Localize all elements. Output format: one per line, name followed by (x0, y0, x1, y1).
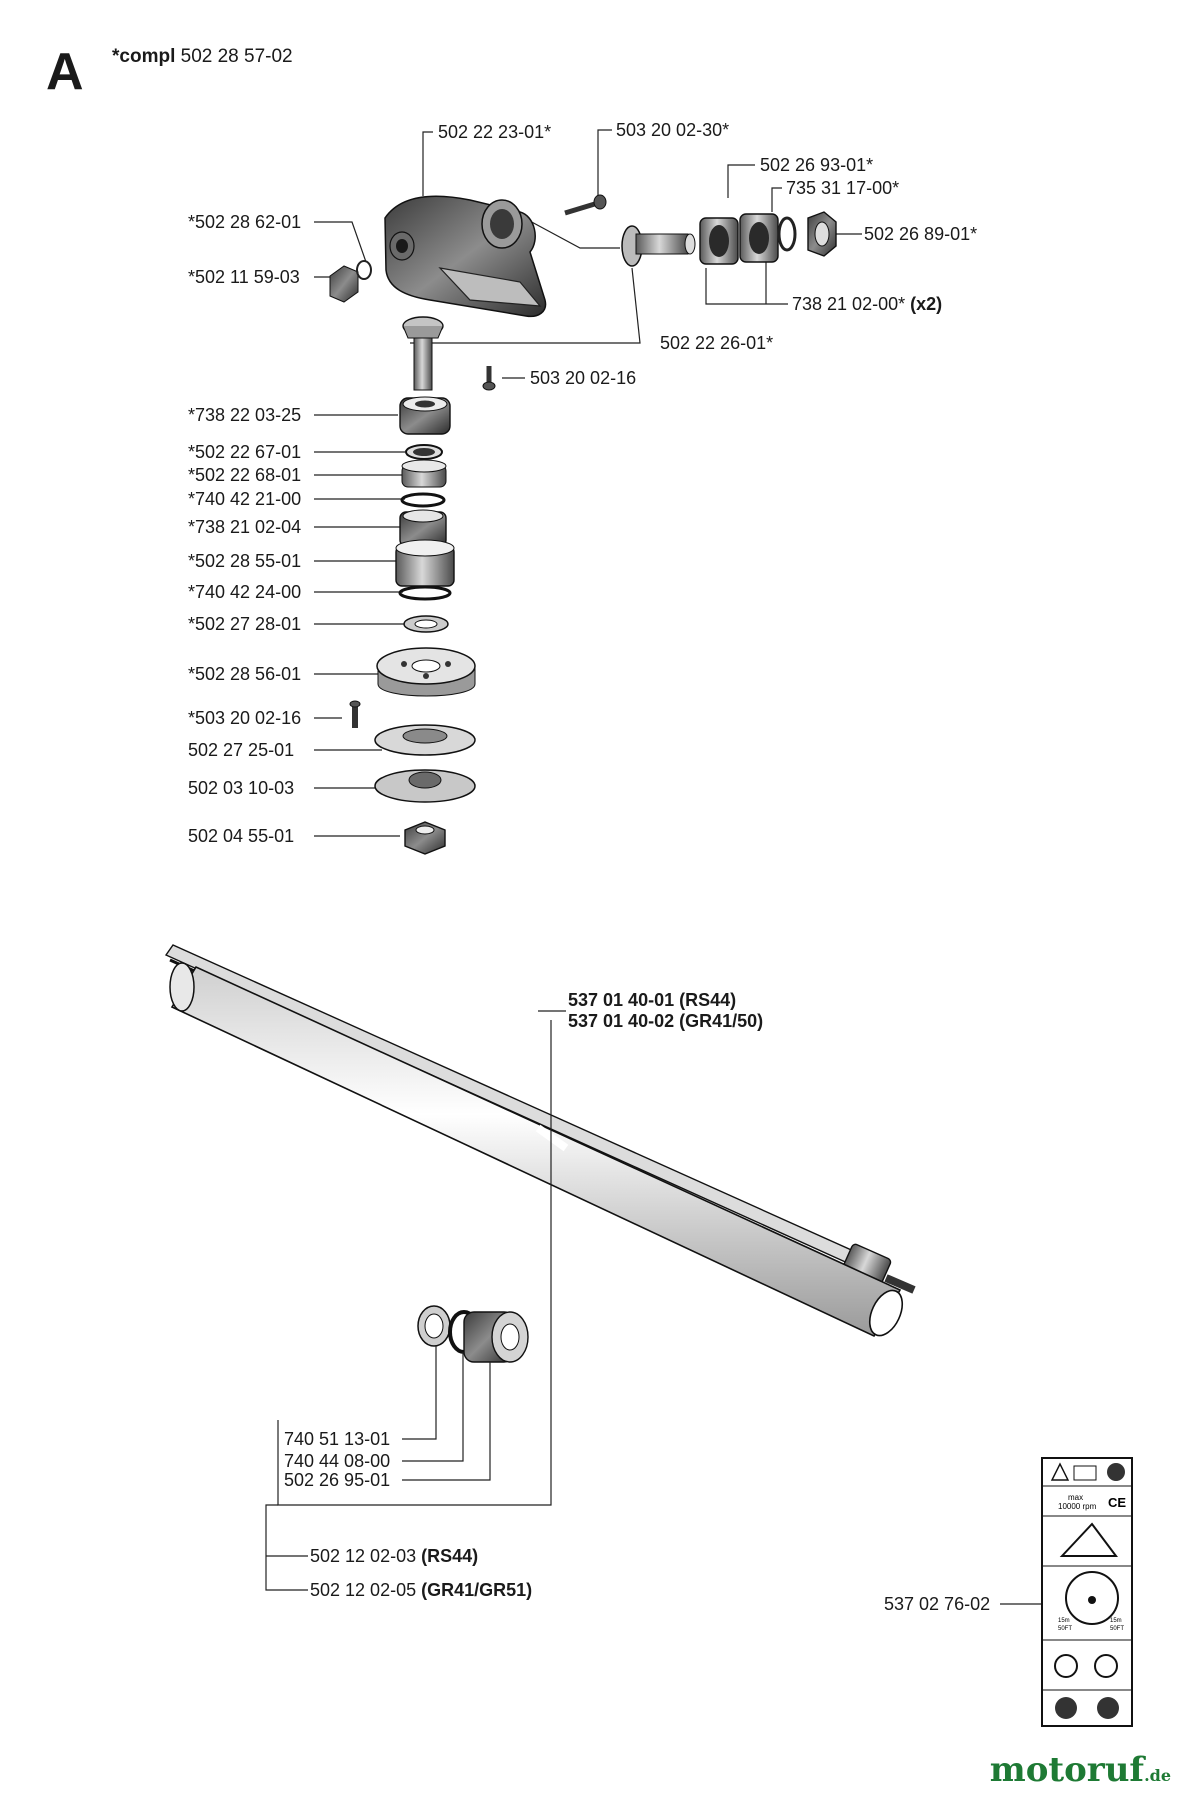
warning-decal (1042, 1458, 1132, 1726)
part-label: 502 22 23-01* (438, 122, 552, 142)
bottom-number-1: 502 12 02-03 (310, 1546, 417, 1566)
circlip-740-42-21-00 (402, 494, 444, 506)
bottom-model-1: (RS44) (421, 1546, 479, 1566)
part-label: *502 22 67-01 (188, 442, 302, 462)
part-label: 502 26 95-01 (284, 1470, 391, 1490)
decal-ce: CE (1108, 1495, 1127, 1510)
part-label: *738 22 03-25 (188, 405, 302, 425)
decal-dist-right-ft: 50FT (1110, 1626, 1125, 1632)
bottom-number-2: 502 12 02-05 (310, 1580, 417, 1600)
bottom-model-2: (GR41/GR51) (421, 1580, 533, 1600)
bearing-right-2 (740, 214, 778, 262)
part-label: *502 27 28-01 (188, 614, 302, 634)
bevel-pinion (622, 226, 695, 266)
part-label: *740 42 21-00 (188, 489, 302, 509)
screw-mid (483, 366, 495, 390)
tube-model-2: (GR41/50) (679, 1011, 764, 1031)
bearing-pair-qty: (x2) (910, 294, 943, 314)
section-letter: A (46, 43, 84, 101)
part-label: *502 22 68-01 (188, 465, 302, 485)
part-label: 502 26 93-01* (760, 155, 874, 175)
part-label (792, 294, 942, 314)
gear-housing (385, 196, 546, 316)
tube-label-rs44 (568, 990, 736, 1010)
bearing-pair-number: 738 21 02-00* (792, 294, 906, 314)
part-label: *503 20 02-16 (188, 708, 302, 728)
part-label: 502 27 25-01 (188, 740, 295, 760)
part-label: *502 28 56-01 (188, 664, 302, 684)
decal-dist-left: 15m (1058, 1618, 1070, 1624)
part-label: 502 04 55-01 (188, 826, 295, 846)
bushing-502-26-95-01 (464, 1312, 528, 1362)
sleeve-502-28-55-01 (396, 540, 454, 586)
decal-rpm: 10000 rpm (1058, 1502, 1097, 1511)
screw-503-20-02-16 (350, 701, 360, 728)
drive-shaft (166, 945, 914, 1290)
blade-support-502-27-25-01 (375, 725, 475, 755)
decal-dist-right: 15m (1110, 1618, 1122, 1624)
part-label: *502 11 59-03 (188, 267, 300, 287)
part-label: 503 20 02-30* (616, 120, 730, 140)
part-label: 502 03 10-03 (188, 778, 295, 798)
shaft-tube (170, 963, 909, 1341)
compl-number: 502 28 57-02 (180, 46, 293, 67)
ring-502-22-67-01 (406, 445, 442, 459)
watermark-main: motoruf (989, 1750, 1145, 1790)
part-label: 503 20 02-16 (530, 368, 637, 388)
part-label (310, 1546, 478, 1566)
watermark-tld: .de (1144, 1766, 1171, 1785)
part-label: *502 28 55-01 (188, 551, 302, 571)
flange-502-28-56-01 (377, 648, 475, 696)
sleeve-502-22-68-01 (402, 460, 446, 487)
tube-number-1: 537 01 40-01 (568, 990, 675, 1010)
part-label: 740 51 13-01 (284, 1429, 391, 1449)
tube-label-gr41 (568, 1011, 763, 1031)
nut-502-04-55-01 (405, 822, 445, 854)
part-label: *738 21 02-04 (188, 517, 302, 537)
tube-model-1: (RS44) (679, 990, 737, 1010)
protective-clothing-icon (1097, 1697, 1119, 1719)
watermark-logo (990, 1750, 1171, 1790)
top-screw (565, 195, 606, 213)
decal-max: max (1068, 1493, 1084, 1502)
circlip-right (779, 218, 795, 250)
helmet-icon (1107, 1463, 1125, 1481)
bevel-gear-vertical (403, 317, 443, 390)
boots-icon (1055, 1697, 1077, 1719)
part-label: 740 44 08-00 (284, 1451, 391, 1471)
tube-number-2: 537 01 40-02 (568, 1011, 675, 1031)
compl-prefix: *compl (112, 46, 176, 67)
decal-dist-left-ft: 50FT (1058, 1626, 1073, 1632)
part-label: 735 31 17-00* (786, 178, 900, 198)
part-label: *740 42 24-00 (188, 582, 302, 602)
part-label (310, 1580, 532, 1600)
ring-740-51-13-01 (418, 1306, 450, 1346)
decal-part-label: 537 02 76-02 (884, 1594, 991, 1614)
part-label: 502 26 89-01* (864, 224, 978, 244)
bearing-738-22-03-25 (400, 397, 450, 434)
nut-right (808, 212, 836, 256)
washer-502-27-28-01 (404, 616, 448, 632)
part-label: 502 22 26-01* (660, 333, 774, 353)
bearing-right-1 (700, 218, 738, 264)
part-label: *502 28 62-01 (188, 212, 302, 232)
plug-screw (330, 261, 371, 302)
circlip-740-42-24-00 (400, 587, 450, 599)
support-cup-502-03-10-03 (375, 770, 475, 802)
